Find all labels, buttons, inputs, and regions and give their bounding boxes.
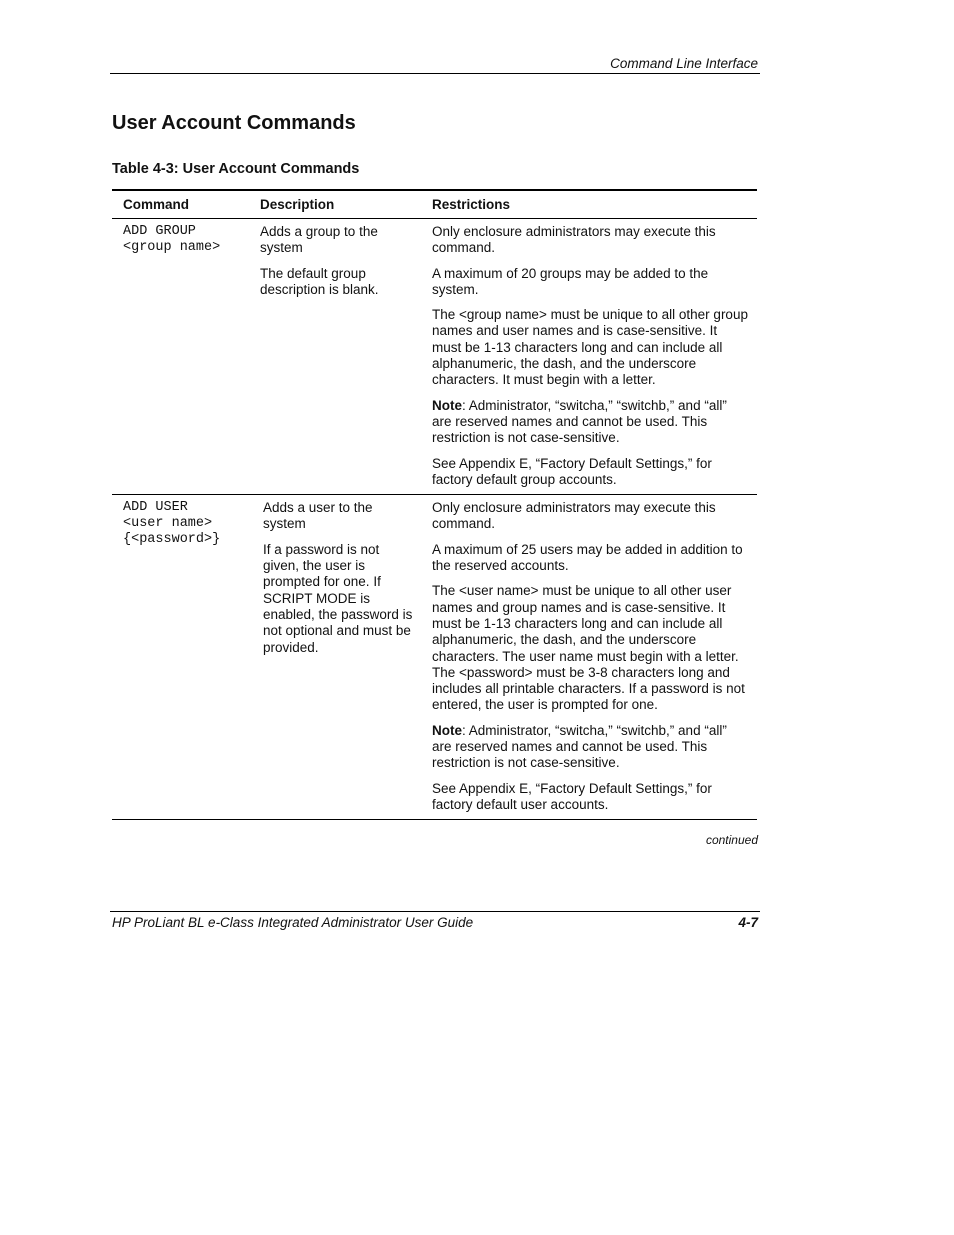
- command-cell: [112, 495, 250, 819]
- note-label: Note: [432, 397, 462, 413]
- table-row: [112, 219, 757, 495]
- note-text: : Administrator, “switcha,” “switchb,” and “all” are reserved names and cannot be used. This restriction is not case-sensitive.: [432, 397, 727, 446]
- command-cell: [112, 219, 250, 494]
- page-title: User Account Commands: [112, 112, 356, 134]
- header-description: Description: [260, 197, 335, 212]
- restriction-paragraph: The <group name> must be unique to all other group names and user names and is case-sensitive. It must be 1-13 characters long and can include all alphanumeric, the dash, and the underscore characters. It must begin with a letter.: [432, 307, 748, 388]
- restrictions-cell: [422, 495, 757, 819]
- command-text: ADD USER: [123, 500, 188, 516]
- command-argument: {<password>}: [123, 532, 221, 548]
- restriction-paragraph: Only enclosure administrators may execute this command.: [432, 500, 716, 532]
- restriction-paragraph: See Appendix E, “Factory Default Settings,” for factory default group accounts.: [432, 455, 712, 487]
- footer-title: HP ProLiant BL e-Class Integrated Administrator User Guide: [112, 915, 474, 930]
- restriction-note: [432, 723, 749, 772]
- restriction-paragraph: Only enclosure administrators may execute this command.: [432, 224, 716, 256]
- description-paragraph: If a password is not given, the user is prompted for one. If SCRIPT MODE is enabled, the password is not optional and must be provided.: [263, 541, 413, 655]
- description-cell: [250, 495, 422, 819]
- table-caption: Table 4-3: User Account Commands: [112, 161, 360, 177]
- running-head: Command Line Interface: [610, 56, 758, 71]
- command-argument: <group name>: [123, 240, 221, 255]
- restrictions-cell: [422, 219, 757, 494]
- user-account-commands-table: [112, 189, 757, 820]
- note-label: Note: [432, 722, 462, 738]
- header-restrictions: Restrictions: [432, 197, 511, 212]
- restriction-note: [432, 398, 749, 447]
- command-text: ADD GROUP: [123, 224, 196, 239]
- description-cell: [250, 219, 422, 494]
- restriction-paragraph: See Appendix E, “Factory Default Settings,” for factory default user accounts.: [432, 780, 712, 812]
- description-paragraph: Adds a group to the system: [260, 224, 378, 256]
- footer-rule: [110, 911, 760, 912]
- restriction-paragraph: A maximum of 20 groups may be added to the system.: [432, 265, 709, 297]
- header-rule: [110, 73, 760, 74]
- page-number: 4-7: [738, 915, 758, 930]
- restriction-paragraph: A maximum of 25 users may be added in addition to the reserved accounts.: [432, 541, 743, 574]
- command-argument: <user name>: [123, 516, 213, 532]
- description-paragraph: The default group description is blank.: [260, 265, 379, 297]
- note-text: : Administrator, “switcha,” “switchb,” and “all” are reserved names and cannot be used. This restriction is not case-sensitive.: [432, 722, 727, 771]
- table-row: [112, 495, 757, 820]
- description-paragraph: Adds a user to the system: [263, 500, 373, 532]
- header-command: Command: [123, 197, 190, 212]
- restriction-paragraph: The <user name> must be unique to all other user names and group names and is case-sensitive. It must be 1-13 characters long and can include all alphanumeric, the dash, and the underscore characters. The user name must begin with a letter. The <password> must be 3-8 characters long and includes all printable characters. If a password is not entered, the user is prompted for one.: [432, 583, 745, 713]
- continued-label: continued: [705, 833, 758, 847]
- table-header-row: [112, 189, 757, 219]
